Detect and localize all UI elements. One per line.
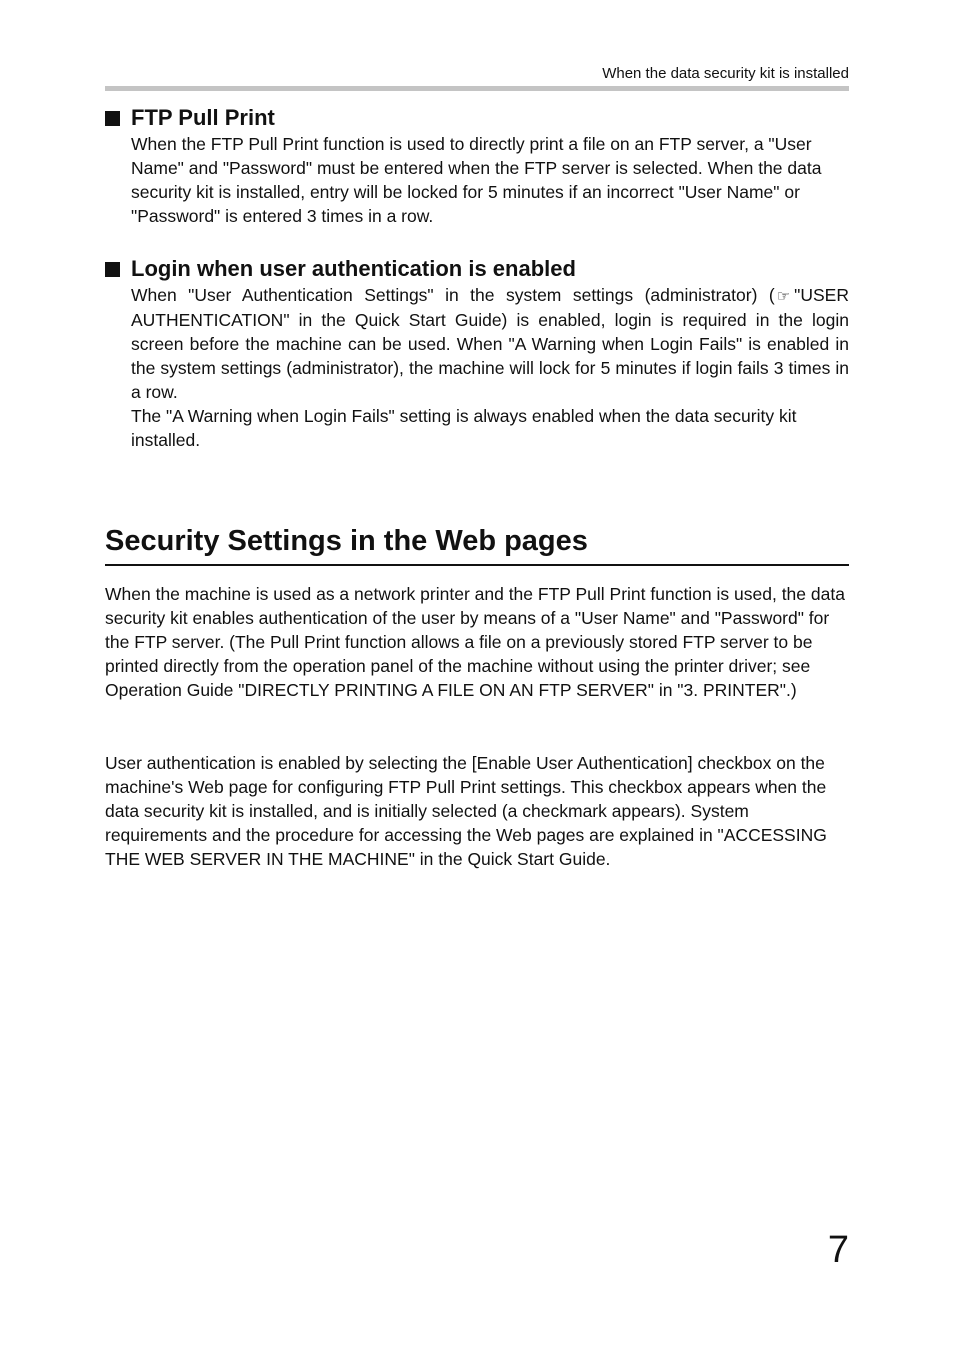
paragraph-text-before-icon: When "User Authentication Settings" in the system settings (administrator) ( [131, 285, 775, 305]
pointing-hand-icon: ☞ [776, 287, 791, 305]
header-rule [105, 86, 849, 91]
section-heading [105, 255, 849, 283]
body-paragraph: User authentication is enabled by selecting the [Enable User Authentication] checkbox on the machine's Web page for configuring FTP Pull Print settings. This checkbox appears when the data security kit is installed, and is initially selected (a checkmark appears). System requirements and the procedure for accessing the Web pages are explained in "ACCESSING THE WEB SERVER IN THE MACHINE" in the Quick Start Guide. [105, 753, 827, 869]
section-paragraph: The "A Warning when Login Fails" setting is always enabled when the data security kit installed. [131, 406, 797, 450]
square-bullet-icon [105, 111, 120, 126]
page-title: Security Settings in the Web pages [105, 522, 849, 566]
section-heading-text: Login when user authentication is enabled [131, 256, 576, 281]
section-heading-text: FTP Pull Print [131, 105, 275, 130]
running-header: When the data security kit is installed [602, 65, 849, 82]
section-heading [105, 104, 849, 132]
section-paragraph [105, 283, 849, 404]
section-paragraph: When the FTP Pull Print function is used to directly print a file on an FTP server, a "User Name" and "Password" must be entered when the FTP server is selected. When the data security kit is installed, entry will be locked for 5 minutes if an incorrect "User Name" or "Password" is entered 3 times in a row. [131, 134, 822, 226]
paragraph-text-after-icon: "USER AUTHENTICATION" in the Quick Start Guide) is enabled, login is required in the login screen before the machine can be used. When "A Warning when Login Fails" is enabled in the system settings (administrator), the machine will lock for 5 minutes if login fails 3 times in a row. [131, 285, 849, 402]
section-login-authentication [105, 255, 849, 452]
body-paragraph: When the machine is used as a network printer and the FTP Pull Print function is used, the data security kit enables authentication of the user by means of a "User Name" and "Password" for the FTP server. (The Pull Print function allows a file on a previously stored FTP server to be printed directly from the operation panel of the machine without using the printer driver; see Operation Guide "DIRECTLY PRINTING A FILE ON AN FTP SERVER" in "3. PRINTER".) [105, 584, 845, 700]
square-bullet-icon [105, 262, 120, 277]
section-ftp-pull-print [105, 104, 849, 228]
page-number: 7 [827, 1229, 849, 1271]
